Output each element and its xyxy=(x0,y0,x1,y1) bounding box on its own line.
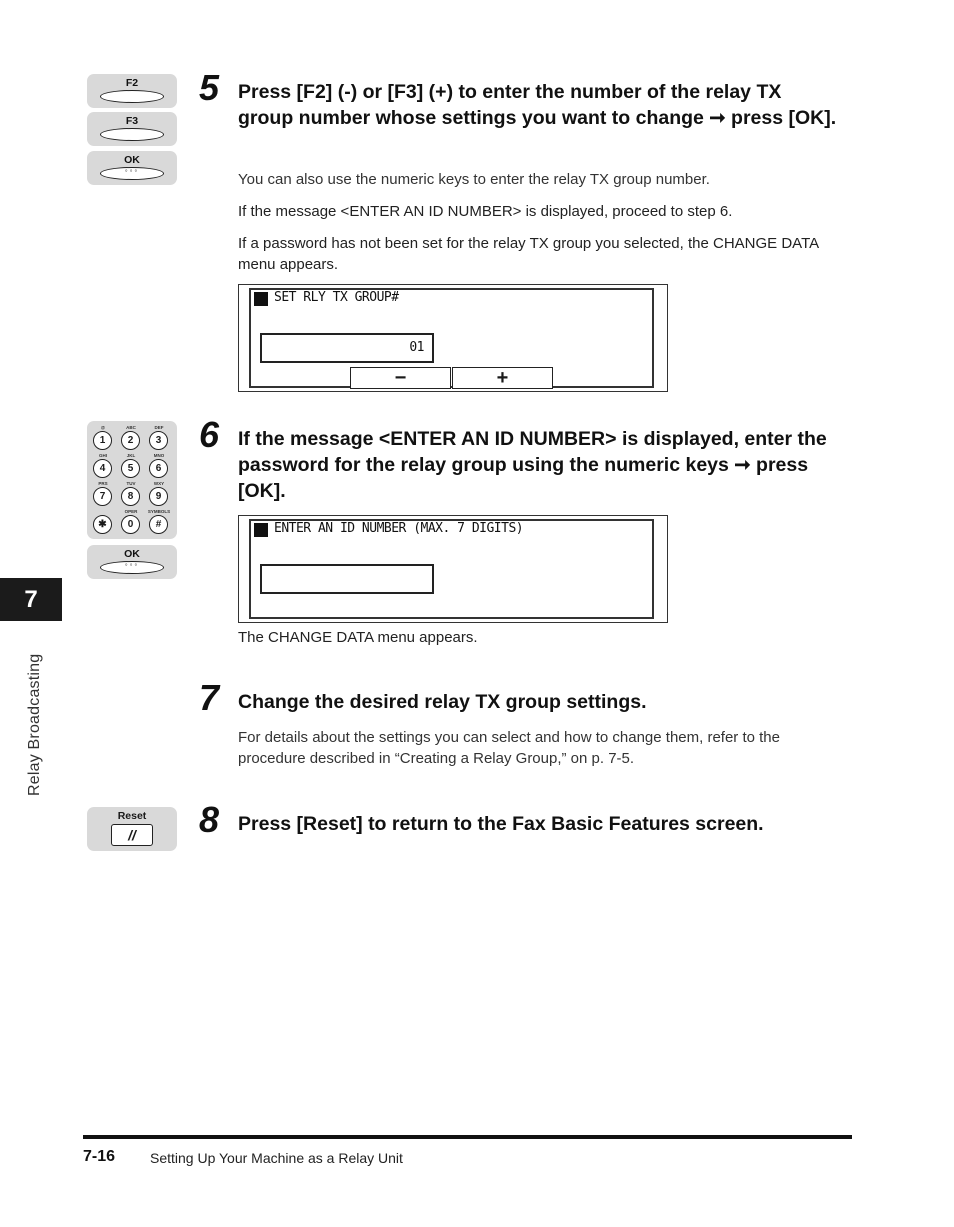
group-number-field xyxy=(260,333,434,363)
numpad-letters-3: GHI xyxy=(98,453,107,458)
numeric-keypad xyxy=(87,421,177,539)
numpad-key-10: 0 xyxy=(121,515,140,534)
step-8-number: 8 xyxy=(199,799,220,840)
step-5-number: 5 xyxy=(199,67,220,108)
numpad-key-9: ✱ xyxy=(93,515,112,534)
ok-key-2-label: OK xyxy=(124,548,140,560)
minus-button: − xyxy=(350,367,451,389)
numpad-letters-5: MNO xyxy=(153,453,165,458)
plus-button: + xyxy=(452,367,553,389)
numpad-key-1: 2 xyxy=(121,431,140,450)
numpad-key-8: 9 xyxy=(149,487,168,506)
group-number-value: 01 xyxy=(409,340,424,355)
ok-key-label: OK xyxy=(124,154,140,166)
numpad-key-7: 8 xyxy=(121,487,140,506)
step-5-heading: Press [F2] (-) or [F3] (+) to enter the number of the relay TX group number whose settings you want to change ➞ press [OK]. xyxy=(238,81,837,129)
id-number-field xyxy=(260,564,434,594)
lcd-screen-enter-id xyxy=(238,515,668,623)
footer-rule xyxy=(83,1135,852,1139)
step-6-result: The CHANGE DATA menu appears. xyxy=(238,629,478,646)
section-title: Setting Up Your Machine as a Relay Unit xyxy=(150,1150,403,1166)
step-6-heading: If the message <ENTER AN ID NUMBER> is displayed, enter the password for the relay group using the numeric keys ➞ press [OK]. xyxy=(238,428,827,502)
numpad-letters-8: WXY xyxy=(153,481,165,486)
chapter-tab: 7 xyxy=(0,578,62,621)
numpad-key-4: 5 xyxy=(121,459,140,478)
numpad-letters-1: ABC xyxy=(126,425,136,430)
f2-key-label: F2 xyxy=(125,77,139,89)
page-number: 7-16 xyxy=(83,1148,116,1165)
ok-key-2 xyxy=(87,545,177,579)
reset-key-button: // xyxy=(111,824,153,846)
numpad-letters-0: @ xyxy=(100,425,106,430)
step-8-heading: Press [Reset] to return to the Fax Basic Features screen. xyxy=(238,813,764,835)
numpad-letters-11: SYMBOLS xyxy=(147,509,171,514)
numpad-key-2: 3 xyxy=(149,431,168,450)
ok-key-dots: ◦◦◦ xyxy=(124,166,140,175)
f2-key xyxy=(87,74,177,108)
step-7-number: 7 xyxy=(199,677,220,718)
numpad-key-3: 4 xyxy=(93,459,112,478)
f3-key xyxy=(87,112,177,146)
numpad-key-11: # xyxy=(149,515,168,534)
numpad-letters-7: TUV xyxy=(126,481,136,486)
reset-key xyxy=(87,807,177,851)
lcd-title-2: ENTER AN ID NUMBER (MAX. 7 DIGITS) xyxy=(274,521,524,536)
ok-key xyxy=(87,151,177,185)
ok-key-2-dots: ◦◦◦ xyxy=(124,560,140,569)
chapter-title: Relay Broadcasting xyxy=(26,653,43,796)
numpad-key-5: 6 xyxy=(149,459,168,478)
step-5-note-2: If the message <ENTER AN ID NUMBER> is displayed, proceed to step 6. xyxy=(238,203,733,220)
f3-key-label: F3 xyxy=(125,115,139,127)
numpad-letters-10: OPER xyxy=(124,509,138,514)
step-5-note-1: You can also use the numeric keys to enter the relay TX group number. xyxy=(238,171,710,188)
fax-mode-icon xyxy=(254,292,268,306)
numpad-key-0: 1 xyxy=(93,431,112,450)
numpad-letters-4: JKL xyxy=(126,453,136,458)
step-7-note: For details about the settings you can select and how to change them, refer to the procedure described in “Creating a Relay Group,” on p. 7-5. xyxy=(238,729,780,767)
numpad-letters-6: PRS xyxy=(98,481,108,486)
step-6-number: 6 xyxy=(199,414,220,455)
step-7-heading: Change the desired relay TX group settings. xyxy=(238,691,647,713)
f2-key-button xyxy=(100,90,164,103)
f3-key-button xyxy=(100,128,164,141)
numpad-letters-2: DEF xyxy=(154,425,164,430)
step-5-note-3: If a password has not been set for the relay TX group you selected, the CHANGE DATA menu appears. xyxy=(238,235,819,273)
numpad-key-6: 7 xyxy=(93,487,112,506)
lcd-title: SET RLY TX GROUP# xyxy=(274,290,399,305)
reset-key-label: Reset xyxy=(117,810,147,822)
lcd-screen-set-group xyxy=(238,284,668,392)
fax-mode-icon-2 xyxy=(254,523,268,537)
